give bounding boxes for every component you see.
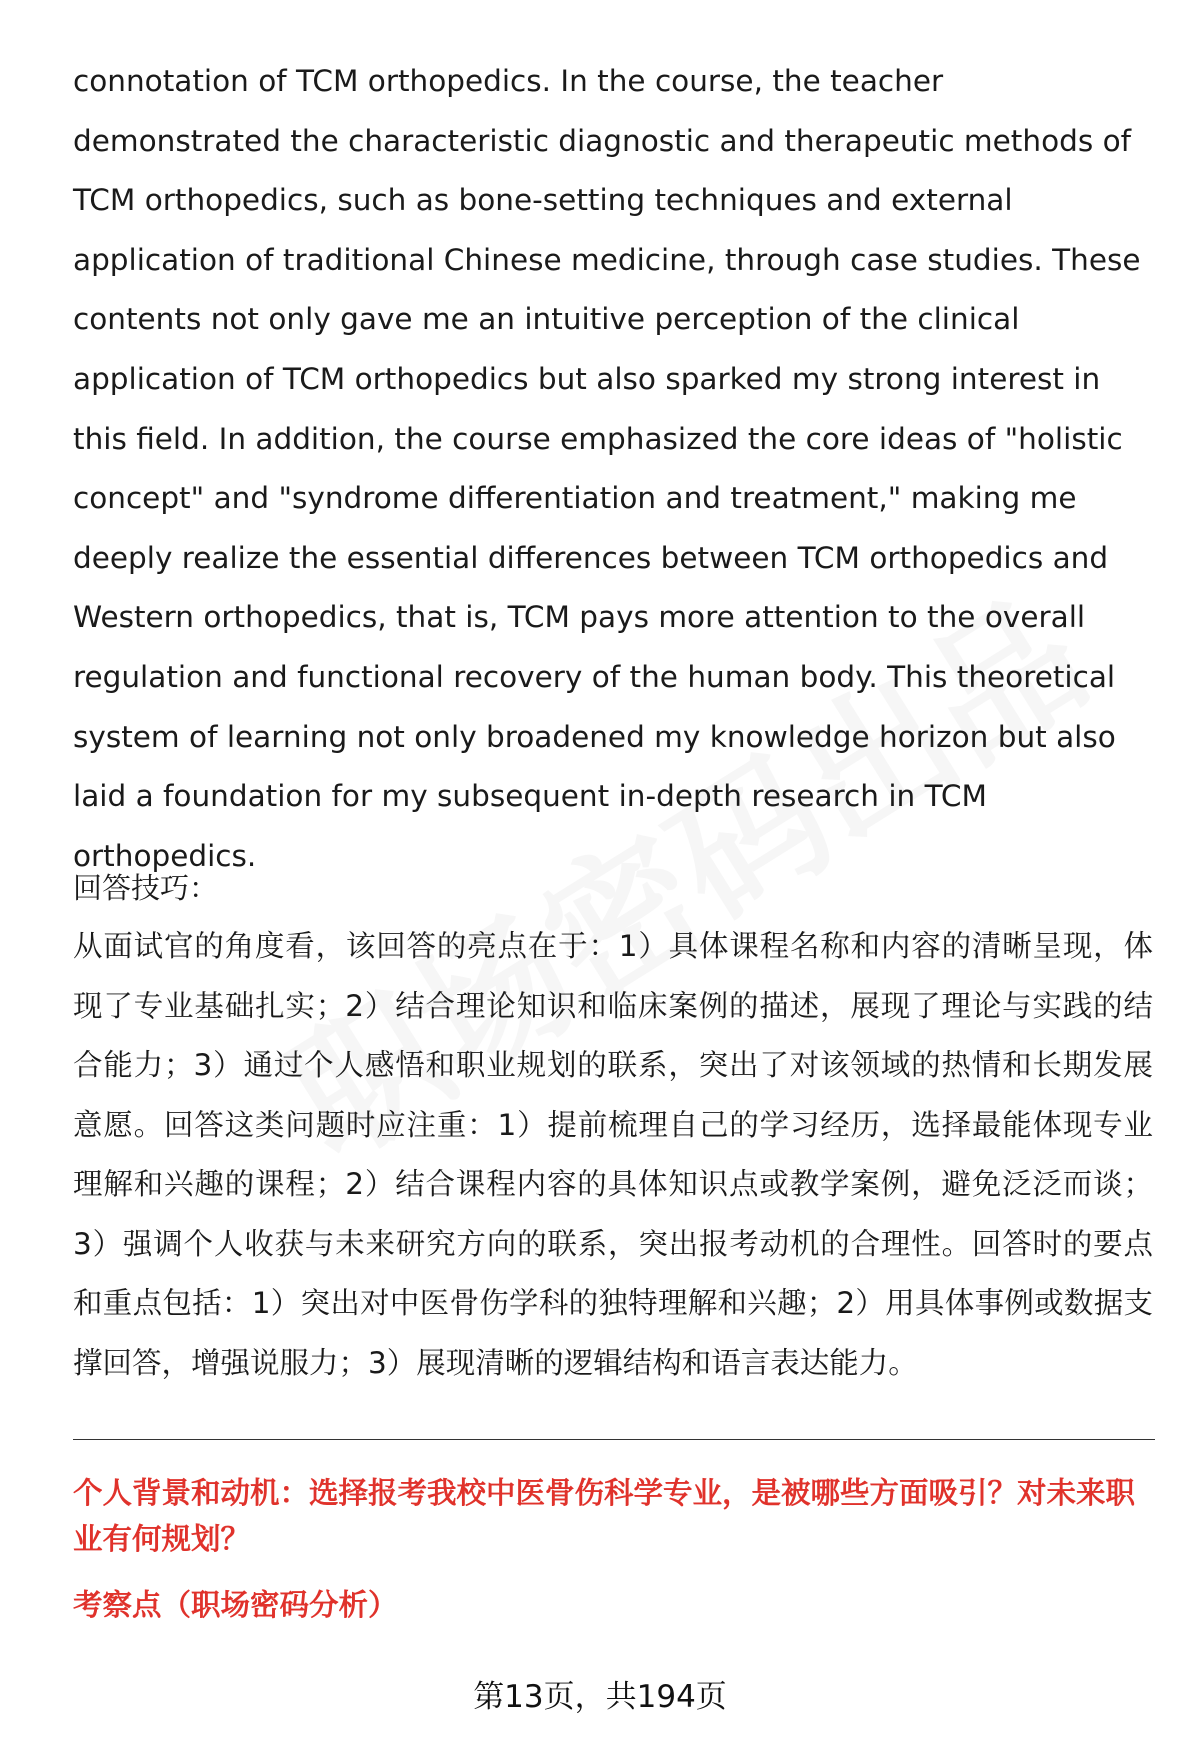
answer-tips-text: 从面试官的角度看，该回答的亮点在于：1）具体课程名称和内容的清晰呈现，体现了专业基础扎实；2）结合理论知识和临床案例的描述，展现了理论与实践的结合能力；3）通过个人感悟和职业规划的联系，突出了对该领域的热情和长期发展意愿。回答这类问题时应注重：1）提前梳理自己的学习经历，选择最能体现专业理解和兴趣的课程；2）结合课程内容的具体知识点或教学案例，避免泛泛而谈；3）强调个人收获与未来研究方向的联系，突出报考动机的合理性。回答时的要点和重点包括：1）突出对中医骨伤学科的独特理解和兴趣；2）用具体事例或数据支撑回答，增强说服力；3）展现清晰的逻辑结构和语言表达能力。 bbox=[73, 929, 1153, 1380]
question-heading: 个人背景和动机：选择报考我校中医骨伤科学专业，是被哪些方面吸引？对未来职业有何规划？ bbox=[73, 1476, 1136, 1556]
page-number: 第13页，共194页 bbox=[473, 1679, 727, 1715]
section-divider bbox=[73, 1439, 1155, 1440]
answer-paragraph-english: connotation of TCM orthopedics. In the course, the teacher demonstrated the characteristic diagnostic and therapeutic methods of TCM orthopedics, such as bone-setting techniques and external application of traditional Chinese medicine, through case studies. These contents not only gave me an intuitive perception of the clinical application of TCM orthopedics but also sparked my strong interest in this field. In addition, the course emphasized the core ideas of "holistic concept" and "syndrome differentiation and treatment," making me deeply realize the essential differences between TCM orthopedics and Western orthopedics, that is, TCM pays more attention to the overall regulation and functional recovery of the human body. This theoretical system of learning not only broadened my knowledge horizon but also laid a foundation for my subsequent in-depth research in TCM orthopedics. bbox=[73, 64, 1141, 873]
assessment-subheading: 考察点（职场密码分析） bbox=[73, 1588, 398, 1622]
answer-tips-label: 回答技巧： bbox=[73, 871, 219, 905]
